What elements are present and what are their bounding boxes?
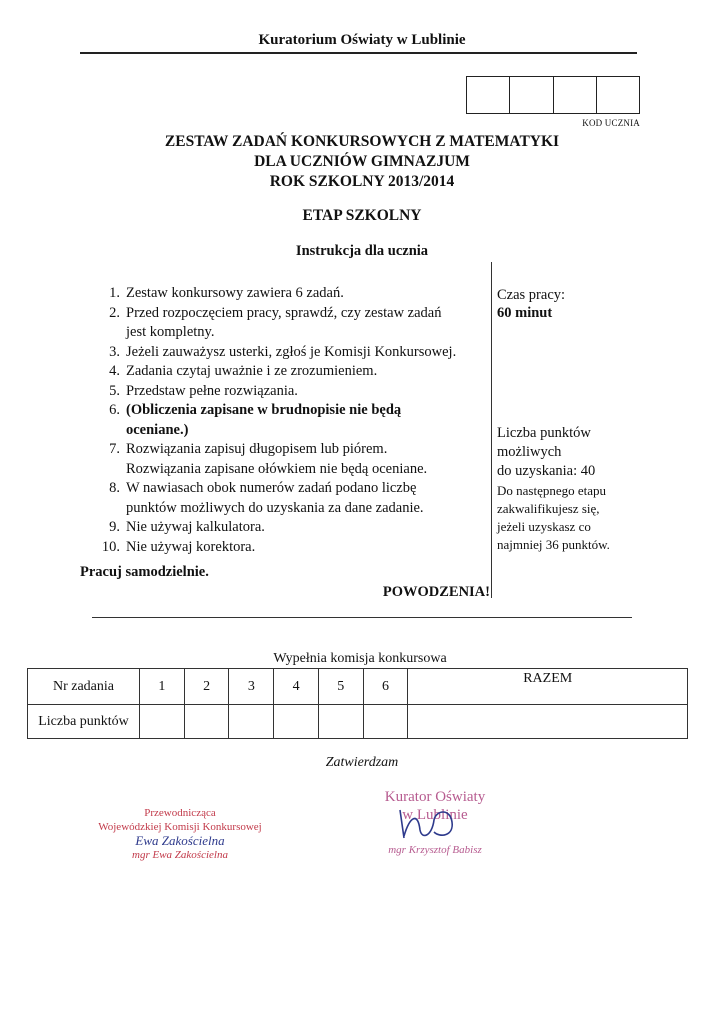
qualify-line-1: Do następnego etapu xyxy=(497,483,607,498)
code-box[interactable] xyxy=(510,77,553,113)
list-item xyxy=(80,499,488,519)
list-item xyxy=(80,460,488,480)
list-item-number xyxy=(80,421,126,441)
code-box[interactable] xyxy=(597,77,639,113)
points-cell[interactable] xyxy=(363,705,408,739)
title-line-1: ZESTAW ZADAŃ KONKURSOWYCH Z MATEMATYKI xyxy=(164,133,560,150)
task-number: 6 xyxy=(363,669,408,705)
list-item-number xyxy=(80,499,126,519)
curator-stamp-line-1: Kurator Oświaty xyxy=(384,789,486,805)
list-item-number: 5. xyxy=(109,382,120,399)
points-cell[interactable] xyxy=(318,705,363,739)
list-item xyxy=(80,440,488,460)
points-line-2: możliwych xyxy=(497,444,562,460)
task-number: 2 xyxy=(184,669,229,705)
scoring-table xyxy=(27,668,688,739)
list-item-text: Zadania czytaj uważnie i ze zrozumieniem. xyxy=(126,363,378,379)
stage-heading: ETAP SZKOLNY xyxy=(302,207,422,224)
list-item-number xyxy=(80,323,126,343)
total-label: RAZEM xyxy=(408,669,688,705)
list-item-number: 3. xyxy=(109,343,120,360)
points-cell[interactable] xyxy=(140,705,185,739)
table-caption: Wypełnia komisja konkursowa xyxy=(273,651,447,666)
student-code-label: KOD UCZNIA xyxy=(582,118,640,128)
list-item-number: 7. xyxy=(109,441,120,457)
time-label: Czas pracy: xyxy=(497,287,566,303)
list-item-number: 1. xyxy=(109,285,120,301)
table-row xyxy=(28,669,688,705)
header-institution: Kuratorium Oświaty w Lublinie xyxy=(258,32,466,48)
list-item-text: punktów możliwych do uzyskania za dane zadanie. xyxy=(126,499,424,516)
list-item-text: Rozwiązania zapisane ołówkiem nie będą oceniane. xyxy=(126,460,428,477)
curator-name: mgr Krzysztof Babisz xyxy=(388,844,482,856)
points-cell[interactable] xyxy=(184,705,229,739)
list-item-text: Rozwiązania zapisuj długopisem lub piórem. xyxy=(126,441,388,457)
list-item-text: Nie używaj korektora. xyxy=(126,538,256,555)
table-row xyxy=(28,705,688,739)
list-item-text: Nie używaj kalkulatora. xyxy=(126,519,265,535)
points-cell[interactable] xyxy=(274,705,319,739)
list-item-number: 6. xyxy=(109,402,120,418)
chair-signature: Ewa Zakościelna xyxy=(135,833,225,848)
chair-name: mgr Ewa Zakościelna xyxy=(132,849,228,861)
header-rule xyxy=(80,52,637,54)
list-item-text: (Obliczenia zapisane w brudnopisie nie będą xyxy=(126,402,402,418)
list-item xyxy=(80,362,488,382)
list-item-number: 9. xyxy=(109,519,120,535)
chair-stamp xyxy=(90,806,270,862)
list-item xyxy=(80,343,488,363)
curator-stamp-line-2: w Lublinie xyxy=(402,807,468,823)
list-item-text: Zestaw konkursowy zawiera 6 zadań. xyxy=(126,285,344,301)
task-number: 5 xyxy=(318,669,363,705)
chair-stamp-line-2: Wojewódzkiej Komisji Konkursowej xyxy=(98,821,262,833)
list-item-text: Jeżeli zauważysz usterki, zgłoś je Komisji Konkursowej. xyxy=(126,343,457,360)
code-box[interactable] xyxy=(554,77,597,113)
list-item-text: Przed rozpoczęciem pracy, sprawdź, czy zestaw zadań xyxy=(126,304,442,321)
list-item-text: oceniane.) xyxy=(126,421,189,438)
work-alone-note: Pracuj samodzielnie. xyxy=(80,564,209,580)
list-item-number: 2. xyxy=(109,304,120,321)
qualify-line-4: najmniej 36 punktów. xyxy=(497,537,610,552)
curator-signature-icon xyxy=(390,806,480,842)
list-item-number: 10. xyxy=(101,538,120,555)
list-item-number: 8. xyxy=(109,480,120,496)
instructions-heading: Instrukcja dla ucznia xyxy=(295,243,429,259)
approve-label: Zatwierdzam xyxy=(325,755,399,770)
list-item-number xyxy=(80,460,126,480)
list-item xyxy=(80,284,488,304)
points-line-1: Liczba punktów xyxy=(497,425,591,441)
list-item xyxy=(80,382,488,402)
separator-rule xyxy=(92,617,632,618)
time-value: 60 minut xyxy=(497,305,553,321)
instructions-list xyxy=(80,284,488,557)
list-item-number: 4. xyxy=(109,363,120,379)
list-item-text: W nawiasach obok numerów zadań podano liczbę xyxy=(126,480,417,496)
points-line-3: do uzyskania: 40 xyxy=(497,463,596,479)
list-item xyxy=(80,401,488,421)
list-item xyxy=(80,538,488,558)
student-code-boxes[interactable] xyxy=(466,76,640,114)
total-points-cell[interactable] xyxy=(408,705,688,739)
list-item-text: Przedstaw pełne rozwiązania. xyxy=(126,382,298,399)
curator-stamp xyxy=(350,788,520,856)
qualify-line-3: jeżeli uzyskasz co xyxy=(497,519,591,534)
list-item xyxy=(80,518,488,538)
title-line-2: DLA UCZNIÓW GIMNAZJUM xyxy=(254,153,470,170)
task-number: 1 xyxy=(140,669,185,705)
row-label-points: Liczba punktów xyxy=(28,705,140,739)
list-item xyxy=(80,421,488,441)
list-item xyxy=(80,323,488,343)
points-cell[interactable] xyxy=(229,705,274,739)
list-item xyxy=(80,479,488,499)
task-number: 4 xyxy=(274,669,319,705)
task-number: 3 xyxy=(229,669,274,705)
chair-stamp-line-1: Przewodnicząca xyxy=(144,807,216,819)
title-line-3: ROK SZKOLNY 2013/2014 xyxy=(269,173,455,190)
list-item-text: jest kompletny. xyxy=(126,324,215,340)
good-luck-note: POWODZENIA! xyxy=(382,584,490,600)
list-item xyxy=(80,304,488,324)
row-label-task: Nr zadania xyxy=(28,669,140,705)
qualify-line-2: zakwalifikujesz się, xyxy=(497,501,600,516)
code-box[interactable] xyxy=(467,77,510,113)
column-divider xyxy=(491,262,492,598)
